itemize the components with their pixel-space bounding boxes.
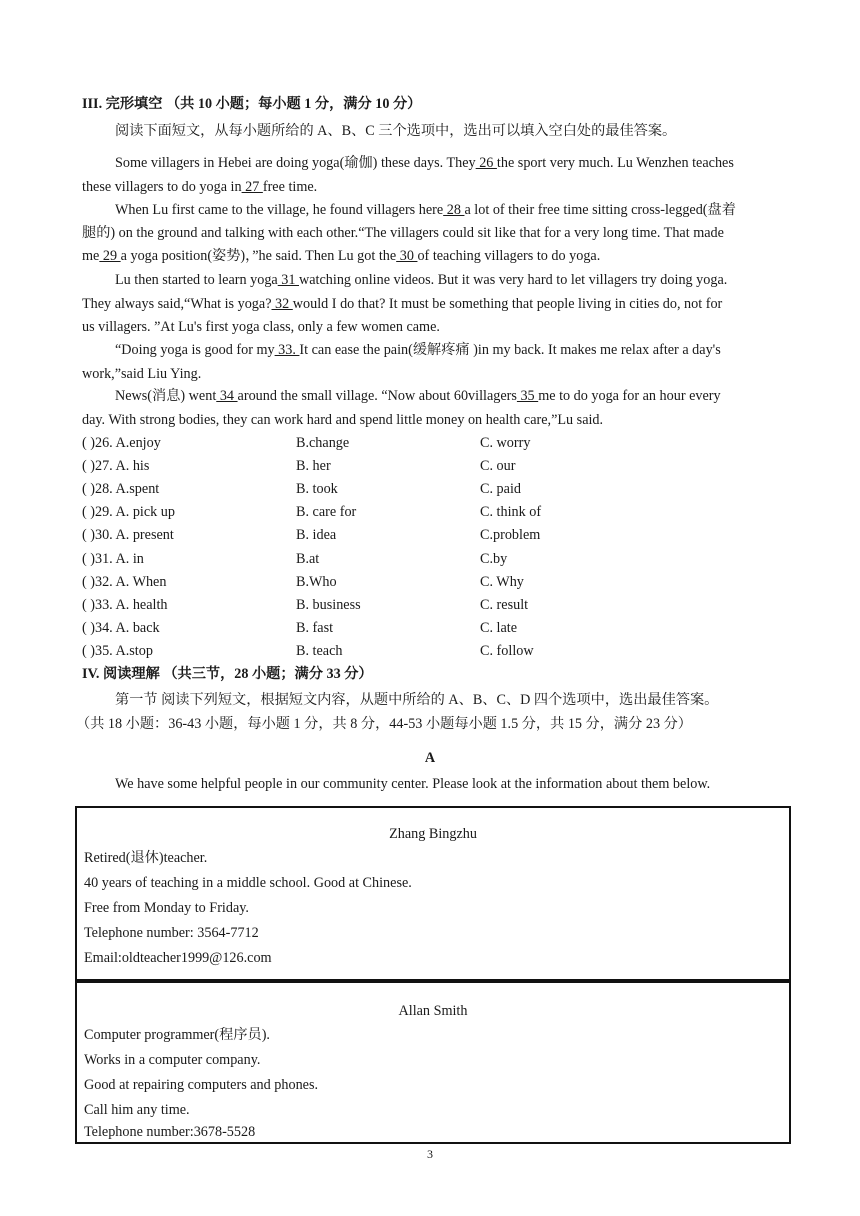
section4-instruction: 第一节 阅读下列短文，根据短文内容，从题中所给的 A、B、C、D 四个选项中，选出最佳答案。 bbox=[115, 692, 719, 708]
passage-line: day. With strong bodies, they can work hard and spend little money on health care,”Lu said. bbox=[82, 412, 604, 428]
section3-heading: III. 完形填空 （共 10 小题；每小题 1 分，满分 10 分） bbox=[82, 96, 422, 112]
option-question: ( )28. A.spent bbox=[82, 481, 160, 497]
option-c: C.by bbox=[480, 551, 508, 567]
section4-instruction-cont: （共 18 小题：36-43 小题，每小题 1 分，共 8 分，44-53 小题每小题 1.5 分，共 15 分，满分 23 分） bbox=[76, 716, 692, 732]
option-b: B.Who bbox=[296, 574, 337, 590]
option-b: B. business bbox=[296, 597, 361, 613]
card-line: Computer programmer(程序员). bbox=[84, 1027, 270, 1043]
section4-heading: IV. 阅读理解 （共三节，28 小题；满分 33 分） bbox=[82, 666, 373, 682]
option-question: ( )35. A.stop bbox=[82, 643, 153, 659]
option-c: C. late bbox=[480, 620, 518, 636]
option-question: ( )30. A. present bbox=[82, 527, 174, 543]
option-question: ( )29. A. pick up bbox=[82, 504, 175, 520]
info-card bbox=[75, 979, 791, 1144]
passage-line: When Lu first came to the village, he found villagers here 28 a lot of their free time sitting cross-legged(盘着 bbox=[115, 202, 736, 218]
blank-29: 29 bbox=[99, 248, 121, 264]
card-line: Free from Monday to Friday. bbox=[84, 900, 249, 916]
page-number: 3 bbox=[427, 1147, 433, 1161]
option-c: C. follow bbox=[480, 643, 534, 659]
option-c: C. Why bbox=[480, 574, 524, 590]
option-question: ( )33. A. health bbox=[82, 597, 168, 613]
option-c: C. our bbox=[480, 458, 516, 474]
card-line: Retired(退休)teacher. bbox=[84, 850, 208, 866]
blank-30: 30 bbox=[396, 248, 418, 264]
card-line: Call him any time. bbox=[84, 1102, 190, 1118]
info-card bbox=[75, 806, 791, 983]
passage-line: me 29 a yoga position(姿势)，”he said. Then Lu got the 30 of teaching villagers to do yoga. bbox=[82, 248, 601, 264]
blank-33: 33. bbox=[274, 342, 300, 358]
passage-intro: We have some helpful people in our community center. Please look at the information about them below. bbox=[115, 776, 711, 792]
option-b: B. took bbox=[296, 481, 338, 497]
section3-instruction: 阅读下面短文，从每小题所给的 A、B、C 三个选项中，选出可以填入空白处的最佳答案。 bbox=[115, 123, 677, 139]
passage-line: work,”said Liu Ying. bbox=[82, 366, 202, 382]
passage-line: “Doing yoga is good for my 33. It can ease the pain(缓解疼痛 )in my back. It makes me relax after a day's bbox=[115, 342, 721, 358]
option-b: B. care for bbox=[296, 504, 357, 520]
blank-31: 31 bbox=[277, 272, 299, 288]
option-c: C. worry bbox=[480, 435, 531, 451]
card-line: Telephone number: 3564-7712 bbox=[84, 925, 259, 941]
blank-32: 32 bbox=[271, 296, 293, 312]
option-b: B. her bbox=[296, 458, 331, 474]
option-b: B. fast bbox=[296, 620, 334, 636]
option-question: ( )34. A. back bbox=[82, 620, 160, 636]
option-c: C. think of bbox=[480, 504, 542, 520]
blank-28: 28 bbox=[443, 202, 465, 218]
option-b: B. idea bbox=[296, 527, 337, 543]
passage-line: these villagers to do yoga in 27 free time. bbox=[82, 179, 318, 195]
passage-line: Some villagers in Hebei are doing yoga(瑜伽) these days. They 26 the sport very much. Lu Wenzhen teaches bbox=[115, 155, 734, 171]
passage-line: 腿的) on the ground and talking with each other.“The villagers could sit like that for a very long time. That made bbox=[82, 225, 724, 241]
blank-27: 27 bbox=[241, 179, 263, 195]
card-name: Zhang Bingzhu bbox=[389, 826, 477, 842]
option-question: ( )26. A.enjoy bbox=[82, 435, 161, 451]
passage-line: Lu then started to learn yoga 31 watching online videos. But it was very hard to let villagers try doing yoga. bbox=[115, 272, 728, 288]
blank-34: 34 bbox=[216, 388, 238, 404]
option-question: ( )32. A. When bbox=[82, 574, 167, 590]
card-name: Allan Smith bbox=[398, 1003, 468, 1019]
option-c: C.problem bbox=[480, 527, 541, 543]
card-line: 40 years of teaching in a middle school. Good at Chinese. bbox=[84, 875, 412, 891]
option-b: B. teach bbox=[296, 643, 343, 659]
passage-label: A bbox=[424, 750, 436, 766]
blank-35: 35 bbox=[516, 388, 539, 404]
card-line: Telephone number:3678-5528 bbox=[84, 1124, 256, 1140]
passage-line: us villagers. ”At Lu's first yoga class, only a few women came. bbox=[82, 319, 440, 335]
card-line: Works in a computer company. bbox=[84, 1052, 261, 1068]
option-b: B.change bbox=[296, 435, 350, 451]
card-line: Email:oldteacher1999@126.com bbox=[84, 950, 272, 966]
passage-line: News(消息) went 34 around the small village. “Now about 60villagers 35 me to do yoga for an hour every bbox=[115, 388, 721, 404]
option-c: C. result bbox=[480, 597, 529, 613]
option-question: ( )27. A. his bbox=[82, 458, 150, 474]
passage-line: They always said,“What is yoga? 32 would I do that? It must be something that people living in cities do, not for bbox=[82, 296, 723, 312]
card-line: Good at repairing computers and phones. bbox=[84, 1077, 319, 1093]
option-b: B.at bbox=[296, 551, 320, 567]
blank-26: 26 bbox=[475, 155, 497, 171]
option-c: C. paid bbox=[480, 481, 521, 497]
option-question: ( )31. A. in bbox=[82, 551, 144, 567]
